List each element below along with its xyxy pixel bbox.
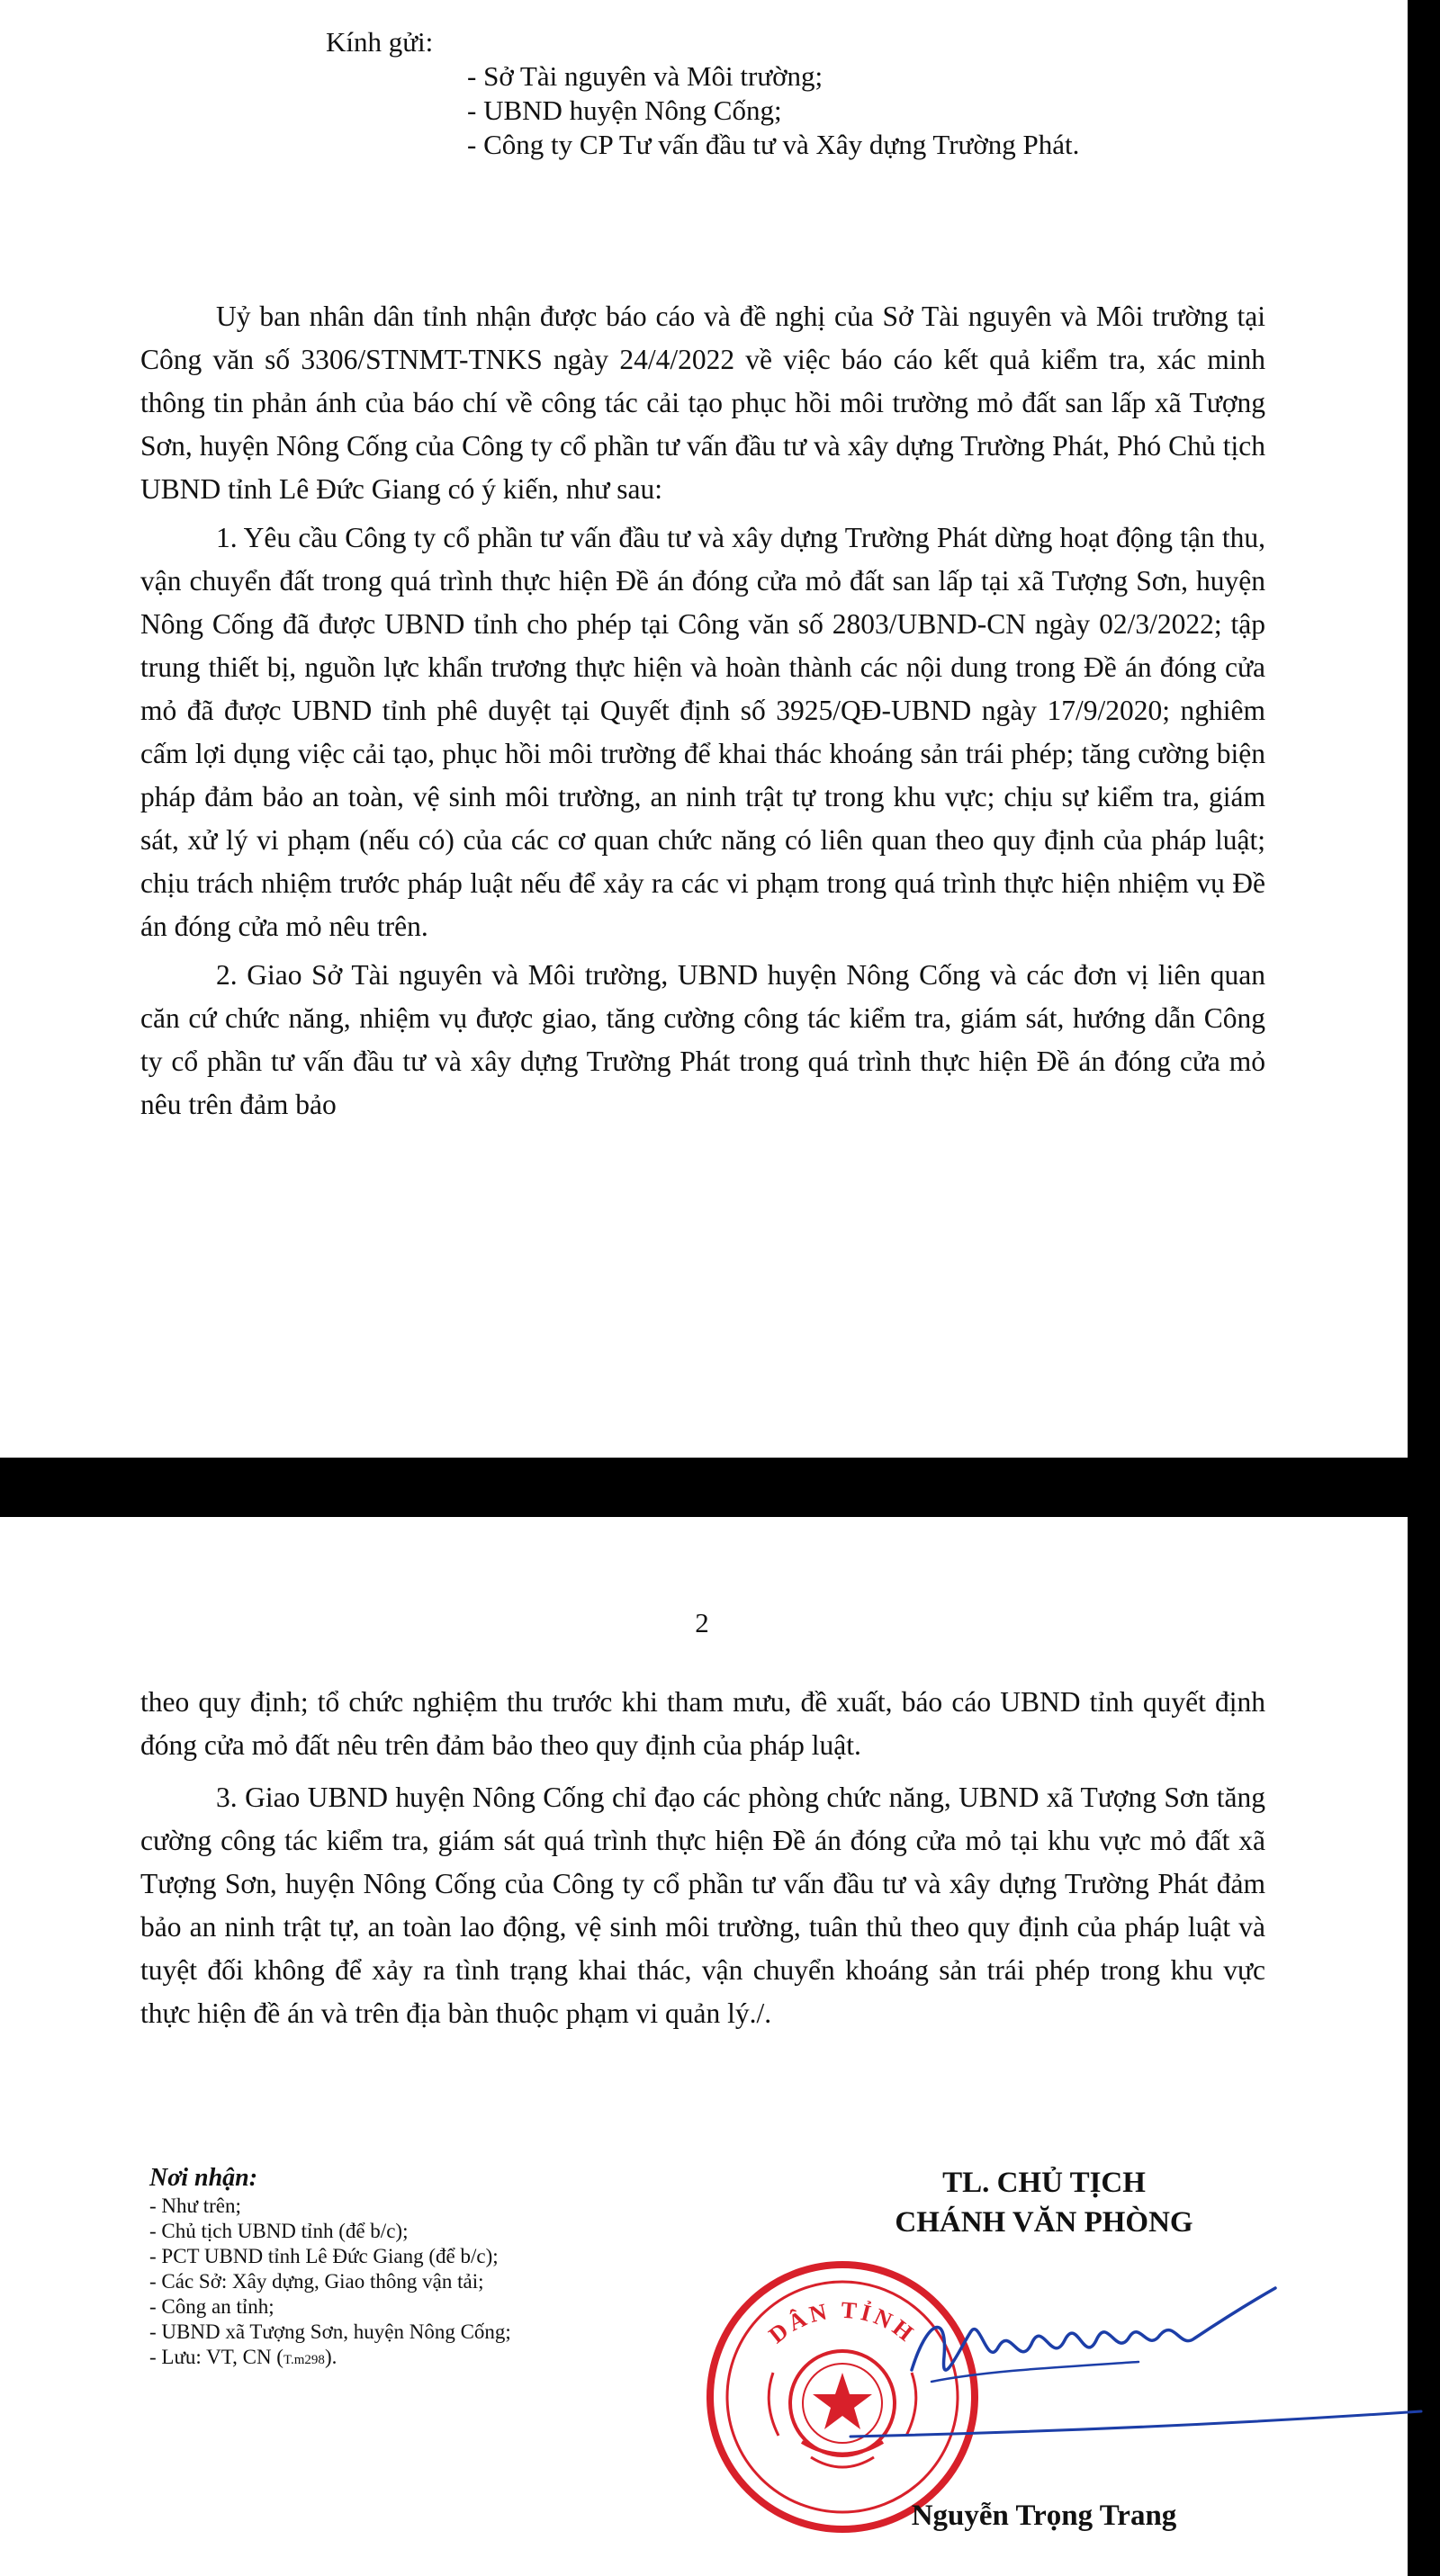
signature-title-2: CHÁNH VĂN PHÒNG — [895, 2206, 1193, 2239]
distribution-list — [149, 2163, 511, 2373]
letter-body-page-1 — [140, 295, 1265, 1126]
handwritten-signature — [904, 2284, 1282, 2415]
intro-paragraph: Uỷ ban nhân dân tỉnh nhận được báo cáo và đề nghị của Sở Tài nguyên và Môi trường tại Công văn số 3306/STNMT-TNKS ngày 24/4/2022 về việc báo cáo kết quả kiểm tra, xác minh thông tin phản ánh của báo chí về công tác cải tạo phục hồi môi trường mỏ đất san lấp xã Tượng Sơn, huyện Nông Cống của Công ty cổ phần tư vấn đầu tư và xây dựng Trường Phát, Phó Chủ tịch UBND tỉnh Lê Đức Giang có ý kiến, như sau: — [140, 301, 1265, 505]
signature-title-1: TL. CHỦ TỊCH — [942, 2167, 1146, 2199]
distribution-heading: Nơi nhận: — [149, 2164, 258, 2192]
page-number: 2 — [695, 1607, 709, 1638]
distribution-item-archive: - Lưu: VT, CN (T.m298). — [149, 2346, 338, 2368]
distribution-item: - PCT UBND tỉnh Lê Đức Giang (để b/c); — [149, 2245, 499, 2267]
page-edge-shadow — [1408, 0, 1440, 2576]
distribution-item: - Như trên; — [149, 2195, 241, 2217]
distribution-item: - UBND xã Tượng Sơn, huyện Nông Cống; — [149, 2320, 511, 2343]
item-2-continuation: theo quy định; tổ chức nghiệm thu trước khi tham mưu, đề xuất, báo cáo UBND tỉnh quyết định đóng cửa mỏ đất nêu trên đảm bảo theo quy định của pháp luật. — [140, 1686, 1265, 1761]
recipient-item: - UBND huyện Nông Cống; — [467, 94, 782, 126]
distribution-item: - Công an tỉnh; — [149, 2295, 274, 2318]
signer-name: Nguyễn Trọng Trang — [911, 2500, 1177, 2532]
page-separator — [0, 1458, 1440, 1517]
recipient-greeting: Kính gửi: — [326, 26, 434, 58]
svg-text:DÂN TỈNH — [764, 2297, 921, 2349]
seal-arc-text: DÂN TỈNH — [763, 2296, 922, 2349]
item-2-paragraph: 2. Giao Sở Tài nguyên và Môi trường, UBND huyện Nông Cống và các đơn vị liên quan căn cứ chức năng, nhiệm vụ được giao, tăng cường công tác kiểm tra, giám sát, hướng dẫn Công ty cổ phần tư vấn đầu tư và xây dựng Trường Phát trong quá trình thực hiện Đề án đóng cửa mỏ nêu trên đảm bảo — [140, 959, 1265, 1120]
signature-block — [763, 2163, 1274, 2559]
recipient-item: - Sở Tài nguyên và Môi trường; — [467, 60, 824, 92]
item-3-paragraph: 3. Giao UBND huyện Nông Cống chỉ đạo các phòng chức năng, UBND xã Tượng Sơn tăng cường công tác kiểm tra, giám sát quá trình thực hiện Đề án đóng cửa mỏ tại khu vực mỏ đất xã Tượng Sơn, huyện Nông Cống của Công ty cổ phần tư vấn đầu tư và xây dựng Trường Phát đảm bảo an ninh trật tự, an toàn lao động, vệ sinh môi trường, tuân thủ theo quy định của pháp luật và tuyệt đối không để xảy ra tình trạng khai thác, vận chuyển khoáng sản trái phép trong khu vực thực hiện đề án và trên địa bàn thuộc phạm vi quản lý./. — [140, 1782, 1265, 2029]
letter-body-page-2 — [140, 1681, 1265, 2035]
distribution-item: - Chủ tịch UBND tỉnh (để b/c); — [149, 2220, 409, 2242]
signature-underline — [849, 2404, 1425, 2440]
item-1-paragraph: 1. Yêu cầu Công ty cổ phần tư vấn đầu tư và xây dựng Trường Phát dừng hoạt động tận thu, vận chuyển đất trong quá trình thực hiện Đề án đóng cửa mỏ đất san lấp tại xã Tượng Sơn, huyện Nông Cống đã được UBND tỉnh cho phép tại Công văn số 2803/UBND-CN ngày 02/3/2022; tập trung thiết bị, nguồn lực khẩn trương thực hiện và hoàn thành các nội dung trong Đề án đóng cửa mỏ đã được UBND tỉnh phê duyệt tại Quyết định số 3925/QĐ-UBND ngày 17/9/2020; nghiêm cấm lợi dụng việc cải tạo, phục hồi môi trường để khai thác khoáng sản trái phép; tăng cường biện pháp đảm bảo an toàn, vệ sinh môi trường, an ninh trật tự trong khu vực; chịu sự kiểm tra, giám sát, xử lý vi phạm (nếu có) của các cơ quan chức năng có liên quan theo quy định của pháp luật; chịu trách nhiệm trước pháp luật nếu để xảy ra các vi phạm trong quá trình thực hiện nhiệm vụ Đề án đóng cửa mỏ nêu trên. — [140, 522, 1265, 942]
recipient-item: - Công ty CP Tư vấn đầu tư và Xây dựng Trường Phát. — [467, 129, 1080, 160]
recipient-block — [326, 25, 1079, 162]
distribution-item: - Các Sở: Xây dựng, Giao thông vận tải; — [149, 2270, 484, 2293]
